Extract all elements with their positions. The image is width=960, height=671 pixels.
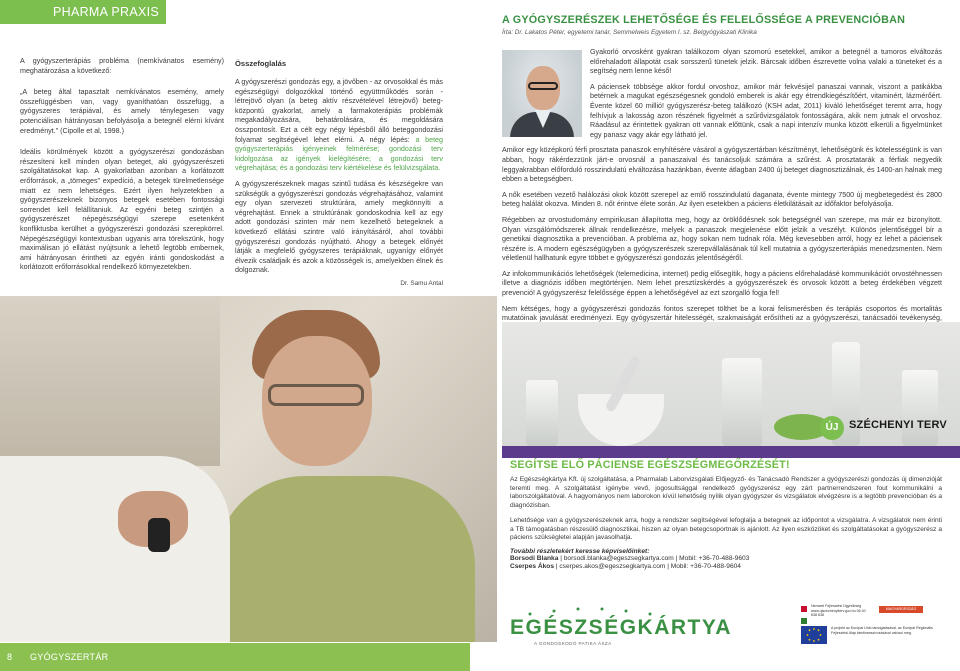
right-paragraph-1: Gyakorló orvosként gyakran találkozom olyan szomorú esetekkel, amikor a betegnél a tumoros elváltozás előrehaladott állapotát csak sorsszerű tünetek jelzik. Bárcsak időben észrevette volna valaki a tüneteket és a segítség nem lenne késő! bbox=[590, 48, 942, 76]
eu-flag-icon bbox=[801, 626, 827, 644]
szechenyi-logo bbox=[820, 412, 947, 452]
hungary-renews-badge: MAGYARORSZÁG MEGÚJUL bbox=[879, 606, 923, 613]
summary-text: A gyógyszerészi gondozás egy, a jövőben - az orvosokkal és más egészségügyi dolgozókkal történő együttműködés során - létrejövő olyan (a beteg aktív részvételével létrejövő) beteg-központú gyakorlat, amely a farmakoterápiás problémák megakadályozására, behatárolására, és megoldására összpontosít. Ezt a célt egy négy lépésből álló beteggondozási folyamat segítségével lehet elérni. A négy lépés: bbox=[235, 78, 443, 144]
column-left bbox=[20, 57, 224, 273]
column-right bbox=[502, 48, 942, 333]
right-paragraph-4: A nők esetében vezető halálozási okok között szerepel az emlő rosszindulatú daganata, évente mintegy 7500 új megbetegedést és 2800 beteg halálát okozva. Minden 8. nőt érintve élete során. Az ilyen esetekben a páciens életkilátásait az időfaktor befolyásolja. bbox=[502, 190, 942, 209]
summary-paragraph-2: A gyógyszerészeknek magas szintű tudása és készségekre van szükségük a gyógyszerészi gondozás végrehajtásához, valamint egy olyan szervezeti struktúrára, amely megkönnyíti a végrehajtást. Ennek a struktúrának gondoskodnia kell az egy adott gondozási szinten már nem kezelhető betegeknek a következő ellátási szintre való irányításáról, ahol további gyógyszerészi gondozás nyújtható. Ahogy a betegek előnyét látják a megfelelő gyógyszeres terápiáknak, ugyanígy előnyét élvezik családjaik és azok a közösségek is, amelyekben élnek és dolgoznak. bbox=[235, 179, 443, 275]
egeszsegkartya-logo bbox=[510, 604, 733, 648]
logo-wordmark: EGÉSZSÉGKÁRTYA bbox=[510, 616, 733, 639]
szechenyi-badge-icon: ÚJ bbox=[820, 416, 844, 440]
ministry-text: Nemzeti Fejlesztési Ügynökség www.ujszechenyiterv.gov.hu 06 40 638 638 bbox=[811, 604, 866, 617]
right-paragraph-7: Nem kétséges, hogy a gyógyszerészi gondozás fontos szerepet tölthet be a korai felismerésben és terápiás csoportos és mortalitás mutatóinak javulását eredményezi. Egy gyógyszertár hitelességét, szakmaiságát erősítheti az a gyógyszerészi, tanácsadói tevékenység, bbox=[502, 304, 942, 323]
summary-paragraph bbox=[235, 78, 443, 174]
pharmacist-patient-photo bbox=[0, 296, 497, 642]
page-number: 8 bbox=[7, 652, 13, 662]
article-headline: A GYÓGYSZERÉSZEK LEHETŐSÉGE ÉS FELELŐSSÉGE A PREVENCIÓBAN bbox=[502, 14, 906, 26]
intro-paragraph: A gyógyszerterápiás probléma (nemkívánatos esemény) meghatározása a következő: bbox=[20, 57, 224, 75]
contact-1-name: Borsodi Blanka bbox=[510, 554, 559, 562]
contact-1-details[interactable]: | borsodi.blanka@egeszsegkartya.com | Mobil: +36-70-488-9603 bbox=[558, 554, 750, 562]
contact-2-name: Cserpes Ákos bbox=[510, 563, 554, 571]
column-middle bbox=[235, 59, 443, 287]
right-paragraph-3: Amikor egy középkorú férfi prosztata panaszok enyhítésére vásárol a gyógyszertárban készítményt, lehetőségünk és kötelességünk is van abban, hogy rákérdezzünk járt-e orvosnál a panaszaival és tanácsoljuk számára a szűrést. A prosztatarák a férfiak negyedik leggyakrabban előforduló rosszindulatú elváltozása hazánkban, évente átlagban 2400 új beteget diagnosztizálnak, és 1400-an halnak meg ebben a betegségben. bbox=[502, 146, 942, 184]
contact-2-details[interactable]: | cserpes.akos@egeszsegkartya.com | Mobil: +36-70-488-9604 bbox=[553, 563, 741, 571]
author-signature: Dr. Samu Antal bbox=[400, 279, 443, 287]
right-paragraph-2: A páciensek többsége akkor fordul orvoshoz, amikor már fekvésijel panaszai vannak, viszont a patikákba betérnek a magukat egészségesnek gondoló emberek is akár egy étrendkiegészítőért, vitaminért, lázmérőért. Évente közel 60 millió! gyógyszerész-beteg találkozó (KSH adat, 2011) kiváló lehetőséget teremt arra, hogy felhívjuk a lakosság azon részének figyelmét a szűrővizsgálatok fontosságára, akik nem jutnak el orvoshoz. Ráadásul az érintettek gyakran ott vannak előttünk, csak a napi intenzív munka között elkerüli a figyelmünket egy panasz vagy akár egy látható jel. bbox=[590, 82, 942, 139]
body-paragraph: Ideális körülmények között a gyógyszerészi gondozásban részesíteni kell minden olyan beteget, aki gyógyszerészeti szolgáltatásokat kap. A gyakorlatban azonban a korlátozott erőforrások, a „tömeges” expedíció, a betegek türelmetlensége miatt ez nem lehetséges. Ezért ilyen helyzetekben a gyógyszerészeknek bizonyos betegek esetében fontossági sorrendet kell felállítaniuk. Az egyéni beteg szintjén a gyógyszerészet népegészségügyi szerepe esetenként konfliktusba kerülhet a gyógyszerészi gondozási szerepkörrel. Népegészségügyi kontextusban ugyanis arra törekszünk, hogy maximálisan jó ellátást nyújtsunk a lehető legtöbb embernek, ami hátrányosan érintheti az egyén iránti gondoskodást a korlátozott erőforrásokkal rendelkező környezetekben. bbox=[20, 148, 224, 272]
logo-tagline: A GONDOSKODÓ PATIKA ÁSZA bbox=[534, 641, 612, 646]
journal-name: GYÓGYSZERTÁR bbox=[30, 652, 109, 662]
section-title: PHARMA PRAXIS bbox=[53, 5, 160, 19]
ad-body bbox=[510, 476, 942, 572]
summary-steps: a beteg gyógyszerterápiás igényeinek felmérése; gondozási terv kidolgozása az igények kielégítésére; a gondozási terv végrehajtása; és a gondozási terv kiértékelése és felülvizsgálata. bbox=[235, 135, 443, 173]
eu-funding-text: A projekt az Európai Unió támogatásával, az Európai Regionális Fejlesztési Alap társfinanszírozásával valósul meg. bbox=[831, 626, 933, 635]
quote-paragraph: „A beteg által tapasztalt nemkívánatos esemény, amely összefüggésben van, vagy gyaníthatóan összefügg, a gyógyszeres terápiával, és amely ténylegesen vagy potenciálisan hátrányosan befolyásolja a betegnél elérni kívánt eredményt.” (Cipolle et al, 1998.) bbox=[20, 88, 224, 135]
contact-heading: További részletekért keresse képviselőinket: bbox=[510, 547, 650, 555]
summary-heading: Összefoglalás bbox=[235, 59, 287, 68]
ad-paragraph-1: Az Egészségkártya Kft. új szolgáltatása, a Pharmalab Laborvizsgálati Előjegyző- és Tanácsadó Rendszer a gyógyszerészi gondozás új dimenzióját teremti meg. A szolgáltatást igénybe vevő, jogosultsággal rendelkező gyógyszerész egy zárt partnerrendszeren fout kommunikálni a laborszolgáltatóval. A hagyományos nem laborokon kívül lehetőség nyílik olyan gyógyszer és vizsgálatok elvégzésre is a legtöbb prevencióban és a diagnózisban. bbox=[510, 476, 942, 510]
right-paragraph-5: Régebben az orvostudomány empirikusan állapította meg, hogy az öröklődésnek sok betegségnél van szerepe, ma már ez bizonyított. Olyan vizsgálómódszerek állnak rendelkezésre, melyek a panaszok megjelenése előtt jelzik a veszélyt. Különös jelentőséggel bír a genetikai diagnosztika a prevencióban. A probléma az, hogy sokan nem tudnak róla. Még kevesebben arról, hogy ez lehet a páciensek részére is. A modern egészségügyben a gyógyszerészek szerepvállalásának túl kell mutatnia a gyógyszerterápiás menedzsmenten. Nem véletlenül hallhatunk egyre többet e gyógyszerészi gondozás jelentőségéről. bbox=[502, 215, 942, 263]
ministry-logo bbox=[801, 604, 866, 628]
ad-title: SEGÍTSE ELŐ PÁCIENSE EGÉSZSÉGMEGŐRZÉSÉT! bbox=[510, 459, 790, 471]
contact-line-2 bbox=[510, 563, 942, 572]
ad-paragraph-2: Lehetősége van a gyógyszerészeknek arra, hogy a rendszer segítségével lefoglalja a betegnek az időpontot a vizsgálatra. A vizsgálatok nem érinti a TB támogatásban részesülő diagnosztikai, hiszen az olyan betegcsoportnak is ajánlott. Az ilyen eszközöket és szolgáltatásokat a gyógyszerész a páciens szükségletei alapján javasolhatja. bbox=[510, 516, 942, 542]
section-banner bbox=[0, 0, 166, 24]
eu-funding-block bbox=[775, 604, 945, 662]
article-byline: Írta: Dr. Lakatos Péter, egyetemi tanár, Semmelweis Egyetem I. sz. Belgyógyászati Klinika bbox=[502, 29, 757, 36]
hungarian-flag-icon bbox=[801, 606, 807, 624]
right-paragraph-6: Az infokommunikációs lehetőségek (telemedicina, internet) pedig elősegítik, hogy a páciens előrehaladásé kommunikációt orvostéhnessen illetve a diagnózis időben megtörténjen. Nem lehet presztízskérdés a gyógyszerészek és orvosok között a beteg érdekében végzett prevenció! A gyógyszerész felelőssége éppen a lehetőségével az ezt szorgalló fogja fel! bbox=[502, 269, 942, 298]
szechenyi-label: SZÉCHENYI TERV bbox=[849, 419, 947, 431]
